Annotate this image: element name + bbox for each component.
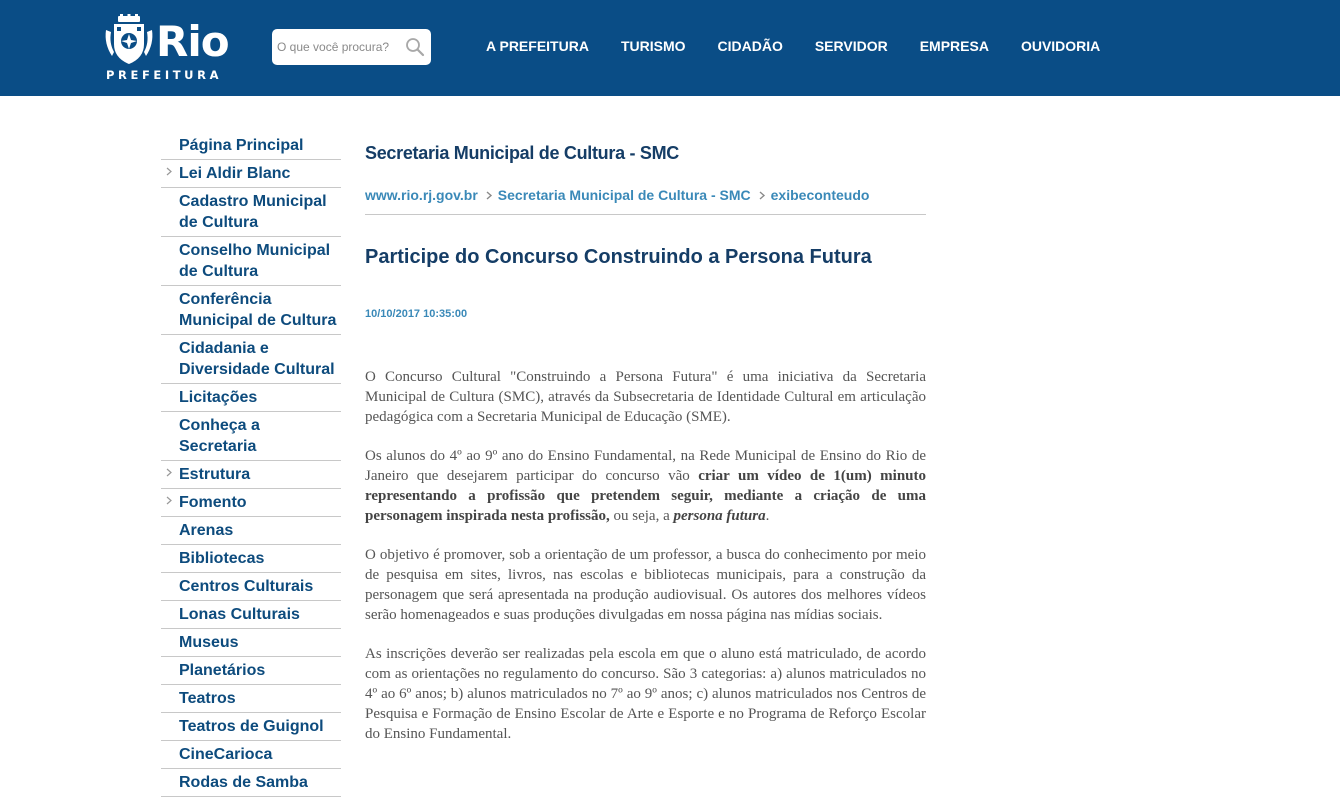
search-box (272, 29, 431, 65)
section-title: Secretaria Municipal de Cultura - SMC (365, 143, 679, 163)
article-title: Participe do Concurso Construindo a Persona Futura (365, 246, 872, 268)
sidebar-item-label: CineCarioca (179, 746, 273, 763)
sidebar-item-label: Lei Aldir Blanc (179, 165, 291, 182)
nav-cidadao[interactable]: CIDADÃO (717, 38, 783, 54)
sidebar-item-planetarios[interactable] (161, 657, 341, 685)
publish-date: 10/10/2017 10:35:00 (365, 308, 468, 320)
expand-arrow-icon (166, 496, 172, 505)
nav-empresa[interactable]: EMPRESA (919, 38, 989, 54)
rio-prefeitura-logo[interactable] (102, 12, 238, 84)
sidebar-item-label: Rodas de Samba (179, 774, 308, 791)
search-icon[interactable] (405, 37, 425, 57)
sidebar-item-label: Teatros de Guignol (179, 718, 324, 735)
sidebar-item-lei-aldir-blanc[interactable] (161, 160, 341, 188)
paragraph-2-text-b: ou seja, a (609, 508, 674, 524)
sidebar-item-label: Licitações (179, 389, 258, 406)
paragraph-3: O objetivo é promover, sob a orientação de um professor, a busca do conhecimento por meio de pesquisa em sites, livros, nas escolas e bibliotecas municipais, para a construção da personagem que será apresentada na produção audiovisual. Os autores dos melhores vídeos serão homenageados e suas produções divulgadas em nossa página nas mídias sociais. (365, 547, 926, 623)
sidebar-item-pagina-principal[interactable] (161, 132, 341, 160)
sidebar-item-label: Conheça a Secretaria (179, 417, 260, 455)
paragraph-2-italic: persona futura (673, 508, 766, 524)
sidebar-item-lonas-culturais[interactable] (161, 601, 341, 629)
breadcrumb-home-link[interactable]: www.rio.rj.gov.br (365, 187, 478, 203)
sidebar-item-cinecarioca[interactable] (161, 741, 341, 769)
sidebar-item-label: Conselho Municipal de Cultura (179, 242, 331, 280)
sidebar-item-label: Página Principal (179, 137, 304, 154)
sidebar-item-teatros-guignol[interactable] (161, 713, 341, 741)
paragraph-2-text-c: . (765, 508, 770, 524)
sidebar-item-cadastro-municipal[interactable] (161, 188, 341, 237)
sidebar-item-label: Centros Culturais (179, 578, 314, 595)
expand-arrow-icon (166, 468, 172, 477)
expand-arrow-icon (166, 167, 172, 176)
sidebar-item-arenas[interactable] (161, 517, 341, 545)
breadcrumb (365, 185, 926, 205)
sidebar-item-centros-culturais[interactable] (161, 573, 341, 601)
sidebar-item-estrutura[interactable] (161, 461, 341, 489)
article-body (365, 367, 926, 744)
sidebar-item-label: Conferência Municipal de Cultura (179, 291, 337, 329)
sidebar-item-label: Bibliotecas (179, 550, 265, 567)
main-content (365, 140, 926, 763)
sidebar-item-rodas-de-samba[interactable] (161, 769, 341, 797)
city-crest-icon (104, 14, 154, 66)
logo-word: Rio (156, 17, 229, 66)
sidebar-item-label: Cidadania e Diversidade Cultural (179, 340, 335, 378)
sidebar-item-label: Museus (179, 634, 239, 651)
sidebar-item-label: Lonas Culturais (179, 606, 300, 623)
sidebar-item-label: Arenas (179, 522, 234, 539)
logo-subtitle: PREFEITURA (106, 68, 223, 82)
paragraph-1: O Concurso Cultural "Construindo a Persona Futura" é uma iniciativa da Secretaria Municipal de Cultura (SMC), através da Subsecretaria de Identidade Cultural em articulação pedagógica com a Secretaria Municipal de Educação (SME). (365, 369, 926, 425)
breadcrumb-chevron-icon (759, 191, 765, 200)
paragraph-2 (365, 446, 926, 526)
sidebar-item-bibliotecas[interactable] (161, 545, 341, 573)
breadcrumb-section-link[interactable]: Secretaria Municipal de Cultura - SMC (497, 187, 751, 203)
sidebar-item-conferencia-municipal[interactable] (161, 286, 341, 335)
paragraph-2-text-a: Os alunos do 4º ao 9º ano do Ensino Fundamental, na Rede Municipal de Ensino do Rio de Janeiro que desejarem participar do concurso vão (365, 448, 926, 484)
sidebar-item-label: Estrutura (179, 466, 251, 483)
top-header (0, 0, 1340, 96)
sidebar-item-conheca-secretaria[interactable] (161, 412, 341, 461)
nav-turismo[interactable]: TURISMO (620, 38, 686, 54)
sidebar-item-museus[interactable] (161, 629, 341, 657)
paragraph-4: As inscrições deverão ser realizadas pela escola em que o aluno está matriculado, de acordo com as orientações no regulamento do concurso. São 3 categorias: a) alunos matriculados no 4º ao 6º anos; b) alunos matriculados no 7º ao 9º anos; c) alunos matriculados nos Centros de Pesquisa e Formação de Ensino Escolar de Arte e Esporte e no Programa de Reforço Escolar do Ensino Fundamental. (365, 646, 926, 742)
sidebar-item-label: Fomento (179, 494, 247, 511)
sidebar-item-label: Teatros (179, 690, 236, 707)
nav-ouvidoria[interactable]: OUVIDORIA (1020, 38, 1101, 54)
breadcrumb-current[interactable]: exibeconteudo (770, 187, 870, 203)
sidebar-item-teatros[interactable] (161, 685, 341, 713)
breadcrumb-chevron-icon (486, 191, 492, 200)
sidebar-item-cidadania-diversidade[interactable] (161, 335, 341, 384)
nav-servidor[interactable]: SERVIDOR (814, 38, 888, 54)
sidebar-item-licitacoes[interactable] (161, 384, 341, 412)
sidebar-item-conselho-municipal[interactable] (161, 237, 341, 286)
sidebar-item-fomento[interactable] (161, 489, 341, 517)
main-nav (470, 36, 1116, 56)
divider (365, 214, 926, 215)
sidebar-item-label: Planetários (179, 662, 266, 679)
sidebar-item-label: Cadastro Municipal de Cultura (179, 193, 327, 231)
paragraph-2-bold: criar um vídeo de 1(um) minuto representando a profissão que pretendem seguir, mediante a criação de uma personagem inspirada nesta profissão, (365, 468, 927, 524)
search-input[interactable] (272, 29, 400, 65)
nav-a-prefeitura[interactable]: A PREFEITURA (486, 38, 589, 54)
sidebar-menu (161, 132, 341, 797)
